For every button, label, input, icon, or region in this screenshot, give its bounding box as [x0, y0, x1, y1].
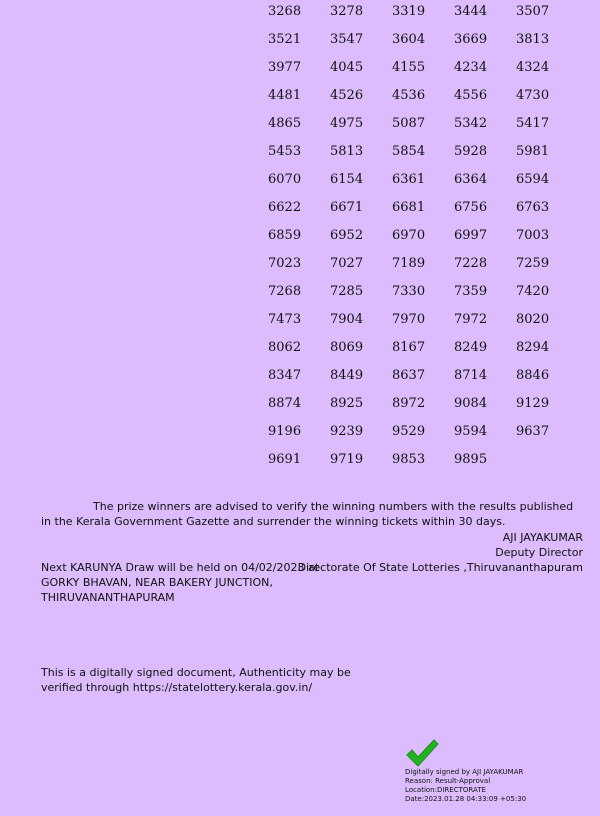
- number-row: [268, 198, 588, 218]
- winning-number: 3813: [516, 32, 550, 47]
- notice-paragraph: The prize winners are advised to verify the winning numbers with the results published in the Kerala Government Gazette and surrender the winning tickets within 30 days.: [41, 500, 574, 528]
- winning-number: 9691: [268, 452, 302, 467]
- winning-number: 8874: [268, 396, 302, 411]
- winning-number: 3507: [516, 4, 550, 19]
- winning-number: 3547: [330, 32, 364, 47]
- number-row: [268, 30, 588, 50]
- winning-number: 6952: [330, 228, 364, 243]
- winning-number: 7003: [516, 228, 550, 243]
- winning-number: 6364: [454, 172, 488, 187]
- number-row: [268, 366, 588, 386]
- signature-signed-by: Digitally signed by AJI JAYAKUMAR: [405, 768, 524, 776]
- winning-number: 8972: [392, 396, 426, 411]
- winning-number: 9084: [454, 396, 488, 411]
- next-draw-info: [41, 560, 320, 605]
- digital-note-url: verified through https://statelottery.kerala.gov.in/: [41, 681, 313, 694]
- winning-number: 6859: [268, 228, 302, 243]
- winning-number: 7904: [330, 312, 364, 327]
- winning-number: 4234: [454, 60, 488, 75]
- number-row: [268, 282, 588, 302]
- winning-number: 4155: [392, 60, 426, 75]
- winning-number: 6763: [516, 200, 550, 215]
- winning-number: 3669: [454, 32, 488, 47]
- winning-number: 8294: [516, 340, 550, 355]
- number-row: [268, 2, 588, 22]
- winning-number: 4526: [330, 88, 364, 103]
- number-row: [268, 450, 588, 470]
- number-row: [268, 254, 588, 274]
- next-draw-city: THIRUVANANTHAPURAM: [41, 591, 175, 604]
- winning-number: 7359: [454, 284, 488, 299]
- number-row: [268, 338, 588, 358]
- winning-number: 9239: [330, 424, 364, 439]
- winning-number: 7285: [330, 284, 364, 299]
- winning-number: 7023: [268, 256, 302, 271]
- number-row: [268, 86, 588, 106]
- winning-number: 9529: [392, 424, 426, 439]
- winning-number: 8249: [454, 340, 488, 355]
- winning-number: 9719: [330, 452, 364, 467]
- winning-number: 3278: [330, 4, 364, 19]
- next-draw-line: Next KARUNYA Draw will be held on 04/02/2023 at: [41, 561, 320, 574]
- signer-org: Directorate Of State Lotteries ,Thiruvananthapuram: [297, 561, 583, 574]
- winning-number: 6361: [392, 172, 426, 187]
- winning-number: 6070: [268, 172, 302, 187]
- winning-number: 6756: [454, 200, 488, 215]
- winning-number: 4865: [268, 116, 302, 131]
- winning-number: 8449: [330, 368, 364, 383]
- winning-number: 4324: [516, 60, 550, 75]
- winning-number: 7189: [392, 256, 426, 271]
- winning-number: 6681: [392, 200, 426, 215]
- winning-number: 3977: [268, 60, 302, 75]
- winning-number: 9895: [454, 452, 488, 467]
- winning-number: 9129: [516, 396, 550, 411]
- next-draw-venue: GORKY BHAVAN, NEAR BAKERY JUNCTION,: [41, 576, 273, 589]
- winning-number: 4730: [516, 88, 550, 103]
- number-row: [268, 226, 588, 246]
- winning-number: 9594: [454, 424, 488, 439]
- winning-number: 5417: [516, 116, 550, 131]
- winning-number: 3444: [454, 4, 488, 19]
- winning-number: 3268: [268, 4, 302, 19]
- winning-number: 7970: [392, 312, 426, 327]
- winning-number: 8846: [516, 368, 550, 383]
- digital-signature-note: [41, 665, 351, 695]
- winning-number: 8714: [454, 368, 488, 383]
- winning-number: 5981: [516, 144, 550, 159]
- checkmark-icon: [405, 738, 439, 768]
- winning-number: 6997: [454, 228, 488, 243]
- winning-number: 5813: [330, 144, 364, 159]
- winning-number: 4481: [268, 88, 302, 103]
- winning-number: 3521: [268, 32, 302, 47]
- winning-number: 8020: [516, 312, 550, 327]
- number-row: [268, 142, 588, 162]
- winning-number: 3319: [392, 4, 426, 19]
- winning-number: 4045: [330, 60, 364, 75]
- winning-number: 4536: [392, 88, 426, 103]
- winning-number: 7268: [268, 284, 302, 299]
- number-row: [268, 170, 588, 190]
- winning-number: 7259: [516, 256, 550, 271]
- signer-title: Deputy Director: [495, 546, 583, 559]
- number-row: [268, 310, 588, 330]
- winning-number: 6671: [330, 200, 364, 215]
- winning-number: 5453: [268, 144, 302, 159]
- signer-name: AJI JAYAKUMAR: [502, 531, 583, 544]
- winning-number: 6154: [330, 172, 364, 187]
- winning-number: 8925: [330, 396, 364, 411]
- winning-number: 7330: [392, 284, 426, 299]
- winning-number: 4975: [330, 116, 364, 131]
- number-row: [268, 394, 588, 414]
- signature-details: [405, 768, 565, 804]
- winning-number: 8637: [392, 368, 426, 383]
- winning-number: 6970: [392, 228, 426, 243]
- signature-reason: Reason: Result-Approval: [405, 777, 491, 785]
- winning-number: 7228: [454, 256, 488, 271]
- winning-number: 9637: [516, 424, 550, 439]
- winning-number: 9196: [268, 424, 302, 439]
- signature-location: Location:DIRECTORATE: [405, 786, 486, 794]
- winning-number: 7027: [330, 256, 364, 271]
- number-row: [268, 114, 588, 134]
- winning-number: 5928: [454, 144, 488, 159]
- signer-block: [298, 530, 583, 575]
- winning-number: 9853: [392, 452, 426, 467]
- winning-number: 6622: [268, 200, 302, 215]
- winning-number: 3604: [392, 32, 426, 47]
- winning-number: 5342: [454, 116, 488, 131]
- winning-number: 6594: [516, 172, 550, 187]
- winning-number: 8069: [330, 340, 364, 355]
- winning-number: 7473: [268, 312, 302, 327]
- number-row: [268, 58, 588, 78]
- winning-number: 7972: [454, 312, 488, 327]
- winning-number: 8062: [268, 340, 302, 355]
- digital-signature-stamp: [405, 738, 565, 804]
- winning-number: 5087: [392, 116, 426, 131]
- number-row: [268, 422, 588, 442]
- winning-number: 7420: [516, 284, 550, 299]
- winning-number: 5854: [392, 144, 426, 159]
- winning-number: 8347: [268, 368, 302, 383]
- signature-date: Date:2023.01.28 04:33:09 +05:30: [405, 795, 527, 803]
- winning-number: 4556: [454, 88, 488, 103]
- digital-note-line: This is a digitally signed document, Authenticity may be: [41, 666, 351, 679]
- winning-number: 8167: [392, 340, 426, 355]
